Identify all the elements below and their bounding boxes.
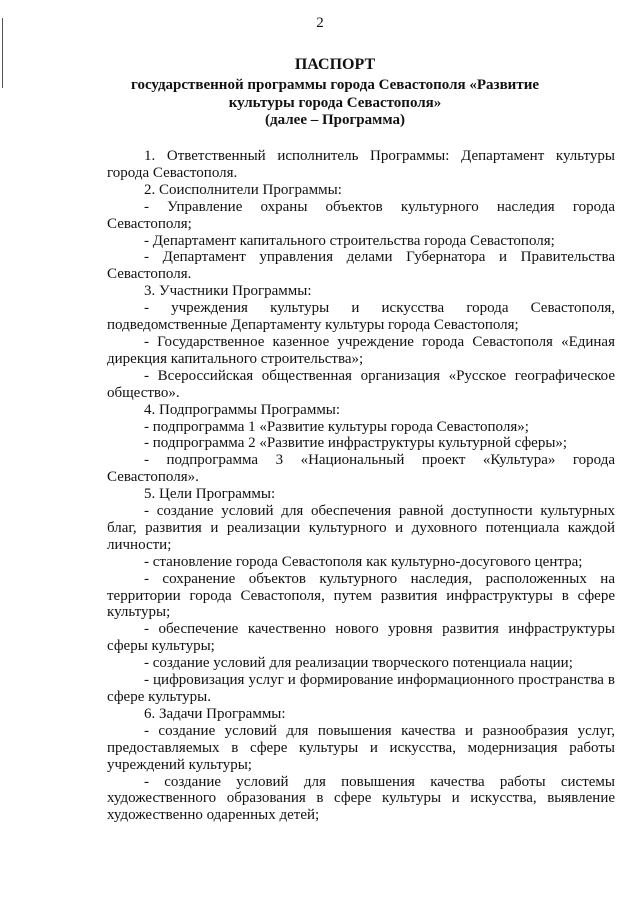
- paragraph-responsible-executor: 1. Ответственный исполнитель Программы: Департамент культуры города Севастополя.: [107, 148, 615, 181]
- paragraph-goals-heading: 5. Цели Программы:: [144, 486, 276, 503]
- list-item: - Департамент управления делами Губернатора и Правительства Севастополя.: [107, 249, 615, 283]
- paragraph-participants-heading: 3. Участники Программы:: [144, 283, 312, 300]
- paragraph-subprograms-heading: 4. Подпрограммы Программы:: [144, 401, 341, 418]
- heading-line: (далее – Программа): [265, 112, 405, 128]
- document-heading: [100, 56, 570, 130]
- list-item: - цифровизация услуг и формирование информационного пространства в сфере культуры.: [107, 672, 615, 705]
- document-body: [107, 148, 615, 824]
- list-item: - Всероссийская общественная организация «Русское географическое общество».: [107, 367, 615, 401]
- paragraph-co-executors-heading: 2. Соисполнители Программы:: [144, 181, 342, 198]
- paragraph-tasks-heading: 6. Задачи Программы:: [144, 705, 286, 722]
- list-item: - подпрограмма 3 «Национальный проект «Культура» города Севастополя».: [107, 452, 615, 486]
- list-item: - Государственное казенное учреждение города Севастополя «Единая дирекция капитального строительства»;: [107, 333, 615, 367]
- list-item: - создание условий для повышения качества работы системы художественного образования в сфере культуры и искусства, выявление художественно одаренных детей;: [107, 773, 615, 824]
- heading-title: ПАСПОРТ: [294, 56, 376, 73]
- page-number: 2: [316, 15, 324, 31]
- list-item: - создание условий для реализации творческого потенциала нации;: [144, 655, 573, 672]
- list-item: - подпрограмма 2 «Развитие инфраструктуры культурной сферы»;: [144, 435, 568, 452]
- list-item: - создание условий для обеспечения равной доступности культурных благ, развития и реализации культурного и духовного потенциала каждой личности;: [107, 503, 615, 553]
- list-item: - Управление охраны объектов культурного наследия города Севастополя;: [107, 198, 615, 232]
- list-item: - подпрограмма 1 «Развитие культуры города Севастополя»;: [144, 418, 529, 435]
- list-item: - становление города Севастополя как культурно-досугового центра;: [144, 553, 583, 570]
- list-item: - сохранение объектов культурного наследия, расположенных на территории города Севастополя, путем развития инфраструктуры в сфере культуры;: [107, 570, 615, 621]
- list-item: - обеспечение качественно нового уровня развития инфраструктуры сферы культуры;: [107, 621, 615, 655]
- heading-line: культуры города Севастополя»: [228, 94, 442, 111]
- heading-line: государственной программы города Севастополя «Развитие: [131, 77, 539, 93]
- list-item: - создание условий для повышения качества и разнообразия услуг, предоставляемых в сфере культуры и искусства, модернизация работы учреждений культуры;: [107, 722, 615, 773]
- list-item: - учреждения культуры и искусства города Севастополя, подведомственные Департаменту культуры города Севастополя;: [107, 300, 615, 334]
- list-item: - Департамент капитального строительства города Севастополя;: [144, 232, 555, 249]
